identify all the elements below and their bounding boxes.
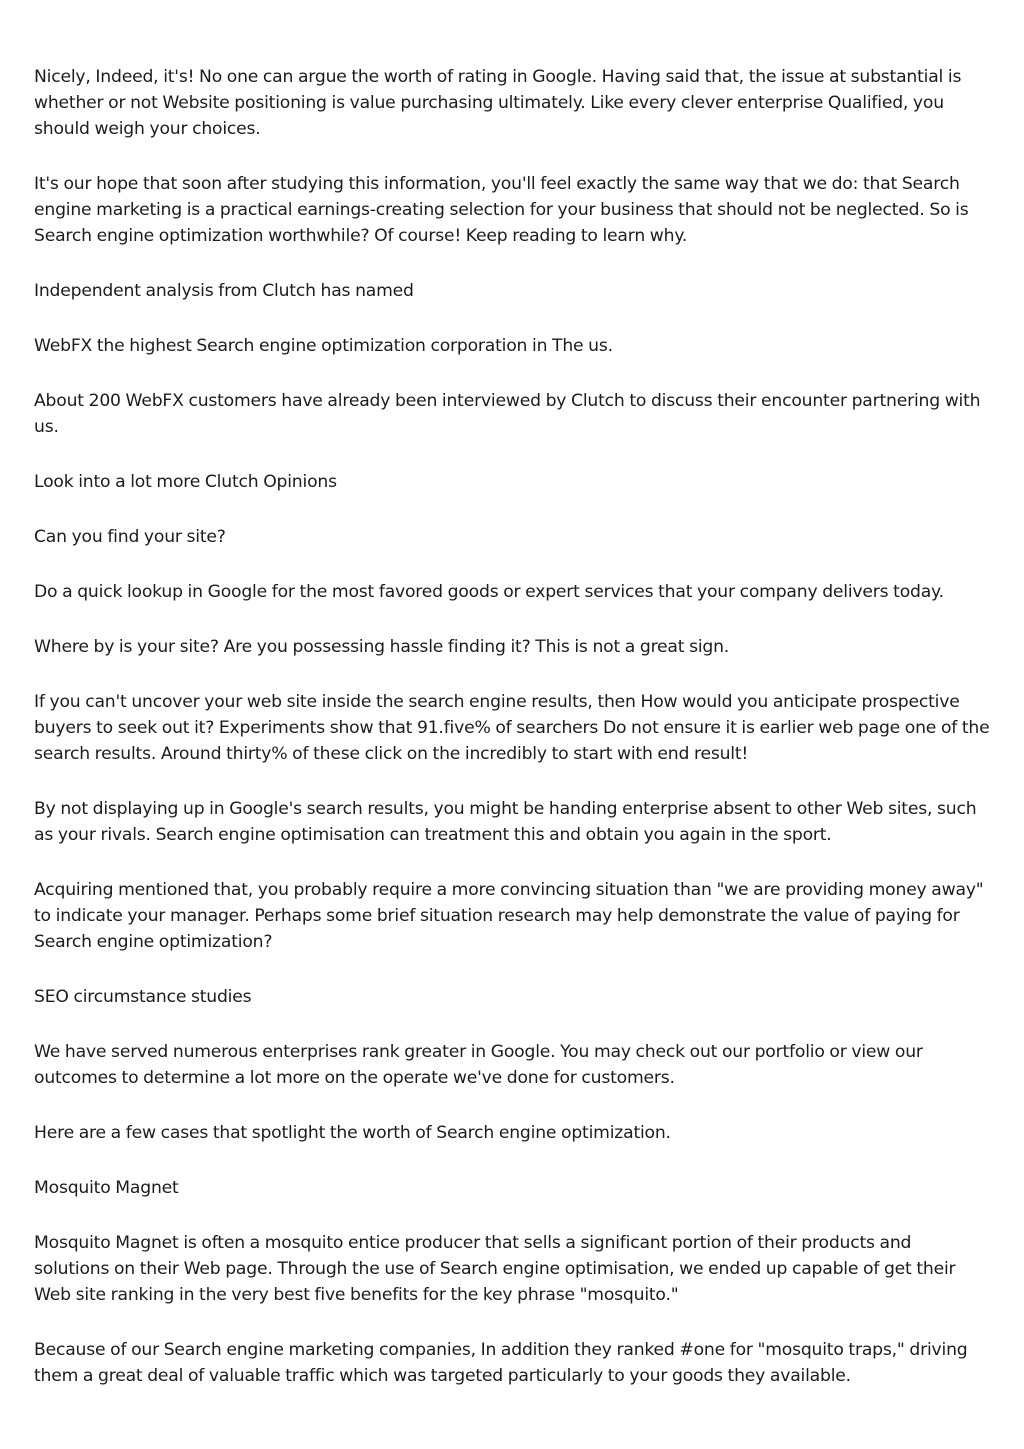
paragraph-1: Nicely, Indeed, it's! No one can argue the worth of rating in Google. Having said that, the issue at substantial is whether or not Website positioning is value purchasing ultimately. Like every clever enterprise Qualified, you should weigh your choices. <box>34 67 962 139</box>
paragraph-18: Because of our Search engine marketing companies, In addition they ranked #one for "mosquito traps," driving them a great deal of valuable traffic which was targeted particularly to your goods they available. <box>34 1340 968 1386</box>
paragraph-17: Mosquito Magnet is often a mosquito entice producer that sells a significant portion of their products and solutions on their Web page. Through the use of Search engine optimisation, we ended up capable of get their Web site ranking in the very best five benefits for the key phrase "mosquito." <box>34 1233 956 1305</box>
paragraph-13: SEO circumstance studies <box>34 987 252 1007</box>
paragraph-2: It's our hope that soon after studying this information, you'll feel exactly the same way that we do: that Search engine marketing is a practical earnings-creating selection for your business that should not be neglected. So is Search engine optimization worthwhile? Of course! Keep reading to learn why. <box>34 174 969 246</box>
paragraph-9: Where by is your site? Are you possessing hassle finding it? This is not a great sign. <box>34 637 730 657</box>
paragraph-10: If you can't uncover your web site inside the search engine results, then How would you anticipate prospective buyers to seek out it? Experiments show that 91.five% of searchers Do not ensure it is earlier web page one of the search results. Around thirty% of these click on the incredibly to start with end result! <box>34 692 990 764</box>
paragraph-7: Can you find your site? <box>34 527 226 547</box>
paragraph-16: Mosquito Magnet <box>34 1178 179 1198</box>
paragraph-11: By not displaying up in Google's search results, you might be handing enterprise absent to other Web sites, such as your rivals. Search engine optimisation can treatment this and obtain you again in the sport. <box>34 799 977 845</box>
paragraph-5: About 200 WebFX customers have already been interviewed by Clutch to discuss their encounter partnering with us. <box>34 391 981 437</box>
paragraph-8: Do a quick lookup in Google for the most favored goods or expert services that your company delivers today. <box>34 582 944 602</box>
paragraph-6: Look into a lot more Clutch Opinions <box>34 472 337 492</box>
document-body <box>34 64 990 1418</box>
paragraph-3: Independent analysis from Clutch has named <box>34 281 414 301</box>
paragraph-12: Acquiring mentioned that, you probably require a more convincing situation than "we are providing money away" to indicate your manager. Perhaps some brief situation research may help demonstrate the value of paying for Search engine optimization? <box>34 880 984 952</box>
paragraph-15: Here are a few cases that spotlight the worth of Search engine optimization. <box>34 1123 671 1143</box>
paragraph-14: We have served numerous enterprises rank greater in Google. You may check out our portfolio or view our outcomes to determine a lot more on the operate we've done for customers. <box>34 1042 923 1088</box>
paragraph-4: WebFX the highest Search engine optimization corporation in The us. <box>34 336 613 356</box>
